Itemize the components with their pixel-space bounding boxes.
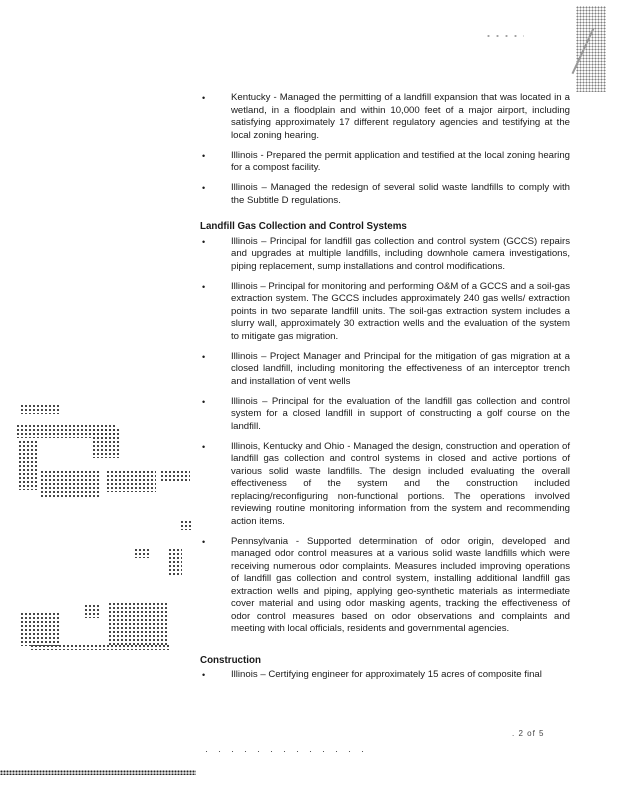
bullet-text: Illinois – Certifying engineer for approximately 15 acres of composite final bbox=[231, 669, 542, 680]
bullet-text: Illinois - Prepared the permit application and testified at the local zoning hearing for a compost facility. bbox=[231, 149, 570, 173]
scan-corner-artifact bbox=[576, 6, 606, 92]
section-heading: Construction bbox=[200, 654, 261, 666]
page-number: . 2 of 5 bbox=[512, 729, 545, 738]
bullet-list bbox=[200, 669, 570, 682]
bullet-icon: • bbox=[202, 536, 206, 547]
bullet-icon: • bbox=[202, 281, 206, 292]
bullet-text: Illinois – Principal for monitoring and performing O&M of a GCCS and a soil-gas extraction system. The GCCS includes approximately 240 gas wells/ extraction points in two separate landfill units. The soil-gas extraction system includes a slurry wall, approximately 30 extraction wells and the evaluation of the system to mitigate gas migration. bbox=[231, 280, 570, 342]
bullet-item bbox=[200, 150, 570, 175]
bullet-item bbox=[200, 536, 570, 636]
bullet-icon: • bbox=[202, 396, 206, 407]
bullet-text: Illinois – Principal for the evaluation of the landfill gas collection and control system for a closed landfill in support of constructing a golf course on the landfill. bbox=[231, 395, 570, 432]
bullet-icon: • bbox=[202, 236, 206, 247]
bullet-text: Pennsylvania - Supported determination of odor origin, developed and managed odor control measures at a various solid waste landfills which were receiving numerous odor complaints. Measures included improving operations of landfill gas collection and control system, installing additional landfill gas extraction wells and piping, applying geo-synthetic materials as intermediate cover material and using odor masking agents, tracking the effectiveness of odor control measures based on odor observations and complaints and meeting with local officials, residents and governmental agencies. bbox=[231, 535, 570, 634]
bullet-text: Kentucky - Managed the permitting of a landfill expansion that was located in a wetland, in a floodplain and within 10,000 feet of a major airport, including satisfying approximately 17 different regulatory agencies and testifying at the local zoning hearing. bbox=[231, 92, 570, 141]
bullet-text: Illinois – Project Manager and Principal for the mitigation of gas migration at a closed landfill, including monitoring the effectiveness of an interceptor trench and installation of vent wells bbox=[231, 350, 570, 387]
bullet-text: Illinois – Principal for landfill gas collection and control system (GCCS) repairs and upgrades at multiple landfills, including downhole camera investigations, piping replacement, sump installations and control modifications. bbox=[231, 235, 570, 272]
bullet-list bbox=[200, 236, 570, 636]
bullet-item bbox=[200, 396, 570, 434]
bullet-item bbox=[200, 669, 570, 682]
bullet-text: Illinois – Managed the redesign of several solid waste landfills to comply with the Subtitle D regulations. bbox=[231, 182, 570, 206]
bullet-icon: • bbox=[202, 183, 206, 193]
scan-strip-bottom bbox=[0, 770, 196, 775]
bullet-item bbox=[200, 441, 570, 529]
document-body bbox=[200, 92, 570, 689]
bullet-item bbox=[200, 182, 570, 207]
bullet-icon: • bbox=[202, 93, 206, 103]
bullet-item bbox=[200, 236, 570, 274]
bullet-list bbox=[200, 92, 570, 207]
scan-specks-top bbox=[484, 33, 524, 39]
bullet-item bbox=[200, 92, 570, 142]
bullet-icon: • bbox=[202, 351, 206, 362]
bullet-icon: • bbox=[202, 670, 206, 680]
bullet-text: Illinois, Kentucky and Ohio - Managed the design, construction and operation of landfill gas collection and control systems in closed and active portions of various solid waste landfills. The design included evaluating the overall effectiveness of the system and the construction included replacing/reconfiguring non-functional portions. The operations involved reviewing routine monitoring information from the system and recommending action items. bbox=[231, 440, 570, 527]
scan-specks-footer bbox=[200, 749, 370, 754]
bullet-item bbox=[200, 281, 570, 344]
bullet-icon: • bbox=[202, 150, 206, 161]
bullet-icon: • bbox=[202, 441, 206, 452]
bullet-item bbox=[200, 351, 570, 389]
section-heading: Landfill Gas Collection and Control Systems bbox=[200, 221, 407, 232]
